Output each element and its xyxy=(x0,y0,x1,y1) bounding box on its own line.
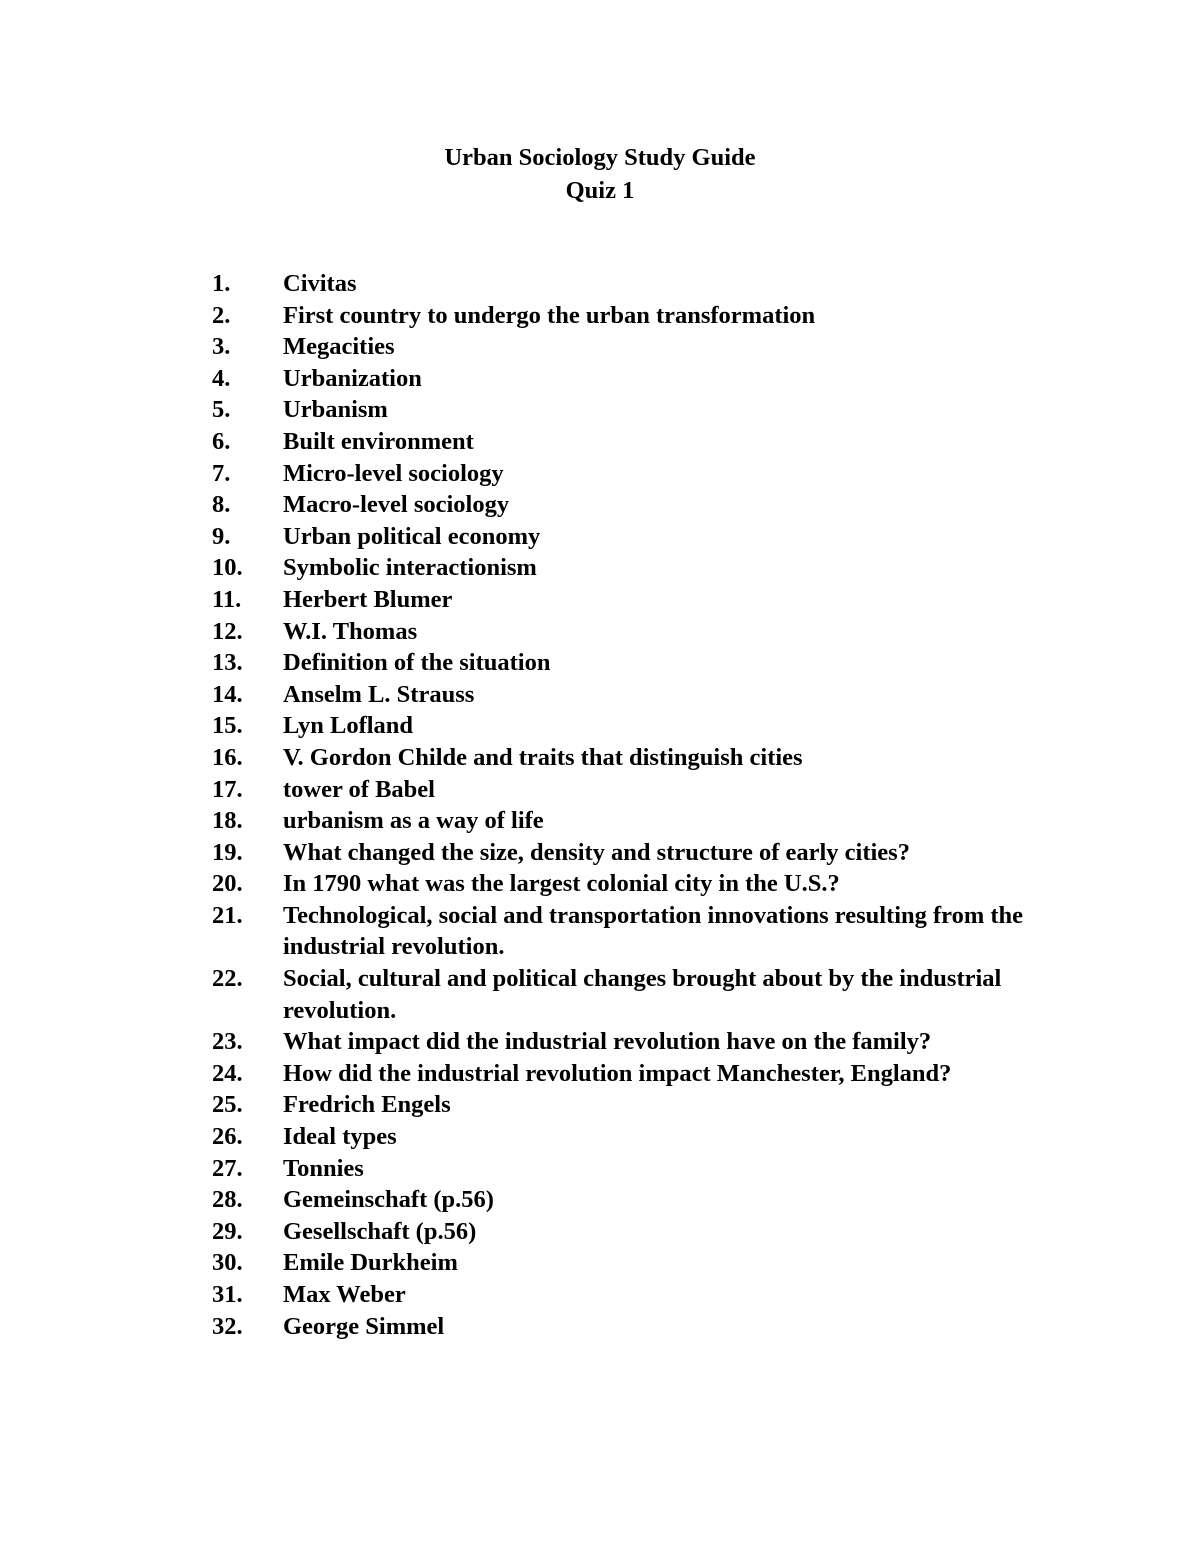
list-item xyxy=(212,363,1042,395)
list-item-number: 12. xyxy=(212,617,243,645)
list-item xyxy=(212,1247,1042,1279)
list-item-text: W.I. Thomas xyxy=(283,617,418,645)
list-item-number: 2. xyxy=(212,301,231,329)
list-item-text: In 1790 what was the largest colonial city in the U.S.? xyxy=(283,870,840,898)
list-item xyxy=(212,868,1042,900)
list-item xyxy=(212,805,1042,837)
list-item-text: Social, cultural and political changes brought about by the industrial revolution. xyxy=(283,965,1002,1024)
list-item-number: 5. xyxy=(212,396,231,424)
list-item-text: Lyn Lofland xyxy=(283,712,414,740)
list-item xyxy=(212,300,1042,332)
list-item-text: Urbanization xyxy=(283,364,422,392)
list-item-text: Max Weber xyxy=(283,1281,406,1308)
list-item xyxy=(212,900,1042,963)
list-item-number: 4. xyxy=(212,364,231,392)
list-item-text: First country to undergo the urban transformation xyxy=(283,301,816,329)
list-item-text: Symbolic interactionism xyxy=(283,554,537,582)
list-item xyxy=(212,1311,1042,1343)
list-item-number: 20. xyxy=(212,870,243,898)
list-item xyxy=(212,489,1042,521)
title-block xyxy=(0,141,1200,207)
list-item-text: Micro-level sociology xyxy=(283,459,504,487)
list-item xyxy=(212,268,1042,300)
list-item-text: Urbanism xyxy=(283,396,388,424)
list-item-number: 29. xyxy=(212,1217,243,1245)
list-item-number: 3. xyxy=(212,333,231,361)
list-item xyxy=(212,679,1042,711)
list-item xyxy=(212,1216,1042,1248)
list-item xyxy=(212,963,1042,1026)
list-item-number: 10. xyxy=(212,554,243,582)
list-item xyxy=(212,394,1042,426)
list-item-number: 32. xyxy=(212,1312,243,1340)
list-item-number: 28. xyxy=(212,1186,243,1214)
list-item xyxy=(212,1058,1042,1090)
list-item xyxy=(212,1026,1042,1058)
list-item-text: Emile Durkheim xyxy=(283,1249,458,1277)
list-item-number: 14. xyxy=(212,680,243,708)
list-item-number: 31. xyxy=(212,1281,243,1308)
list-item-number: 9. xyxy=(212,522,231,550)
list-item-text: Gesellschaft (p.56) xyxy=(283,1217,477,1245)
list-item xyxy=(212,616,1042,648)
list-item-number: 22. xyxy=(212,965,243,993)
list-item xyxy=(212,1279,1042,1311)
list-item xyxy=(212,1121,1042,1153)
list-item xyxy=(212,710,1042,742)
list-item xyxy=(212,1184,1042,1216)
list-item-text: Tonnies xyxy=(283,1154,364,1182)
list-item-number: 24. xyxy=(212,1059,243,1087)
list-item-number: 23. xyxy=(212,1028,243,1056)
list-item-text: V. Gordon Childe and traits that distinguish cities xyxy=(283,743,803,771)
list-item xyxy=(212,1089,1042,1121)
list-item-text: Herbert Blumer xyxy=(283,585,453,613)
list-item-text: What impact did the industrial revolution have on the family? xyxy=(283,1028,932,1056)
list-item xyxy=(212,552,1042,584)
list-item xyxy=(212,647,1042,679)
list-item-text: Civitas xyxy=(283,270,357,297)
list-item-number: 19. xyxy=(212,838,243,866)
list-item-text: Urban political economy xyxy=(283,522,541,550)
list-item-number: 7. xyxy=(212,459,231,487)
list-item-number: 6. xyxy=(212,427,231,455)
list-item-number: 25. xyxy=(212,1091,243,1119)
list-item-number: 30. xyxy=(212,1249,243,1277)
list-item-text: Definition of the situation xyxy=(283,649,551,677)
study-guide-list xyxy=(212,268,1042,1342)
list-item-text: Technological, social and transportation innovations resulting from the industrial revolution. xyxy=(283,901,1024,961)
list-item xyxy=(212,331,1042,363)
list-item-number: 21. xyxy=(212,901,243,929)
list-item-text: Anselm L. Strauss xyxy=(283,680,475,708)
list-item-text: What changed the size, density and structure of early cities? xyxy=(283,838,910,866)
list-item xyxy=(212,837,1042,869)
list-item-text: tower of Babel xyxy=(283,775,435,803)
list-item-number: 26. xyxy=(212,1123,243,1151)
list-item xyxy=(212,458,1042,490)
list-item-text: Fredrich Engels xyxy=(283,1091,451,1119)
document-title: Urban Sociology Study Guide xyxy=(444,144,756,171)
list-item-number: 27. xyxy=(212,1154,243,1182)
list-item-text: Macro-level sociology xyxy=(283,491,510,519)
list-item xyxy=(212,774,1042,806)
list-item xyxy=(212,1153,1042,1185)
list-item-number: 16. xyxy=(212,743,243,771)
list-item-number: 8. xyxy=(212,491,231,519)
list-item-text: Gemeinschaft (p.56) xyxy=(283,1186,494,1214)
list-item-number: 15. xyxy=(212,712,243,740)
list-item-number: 17. xyxy=(212,775,243,803)
list-item-text: How did the industrial revolution impact Manchester, England? xyxy=(283,1059,952,1087)
list-item xyxy=(212,426,1042,458)
list-item-number: 18. xyxy=(212,807,243,835)
list-item xyxy=(212,584,1042,616)
list-item xyxy=(212,742,1042,774)
list-item-number: 13. xyxy=(212,649,243,677)
list-item-number: 1. xyxy=(212,270,231,297)
list-item xyxy=(212,521,1042,553)
list-item-text: urbanism as a way of life xyxy=(283,807,544,835)
list-item-text: Ideal types xyxy=(283,1123,397,1151)
list-item-text: Megacities xyxy=(283,333,395,361)
list-item-text: Built environment xyxy=(283,427,474,455)
document-subtitle: Quiz 1 xyxy=(565,177,635,204)
list-item-number: 11. xyxy=(212,585,242,613)
list-item-text: George Simmel xyxy=(283,1312,445,1340)
